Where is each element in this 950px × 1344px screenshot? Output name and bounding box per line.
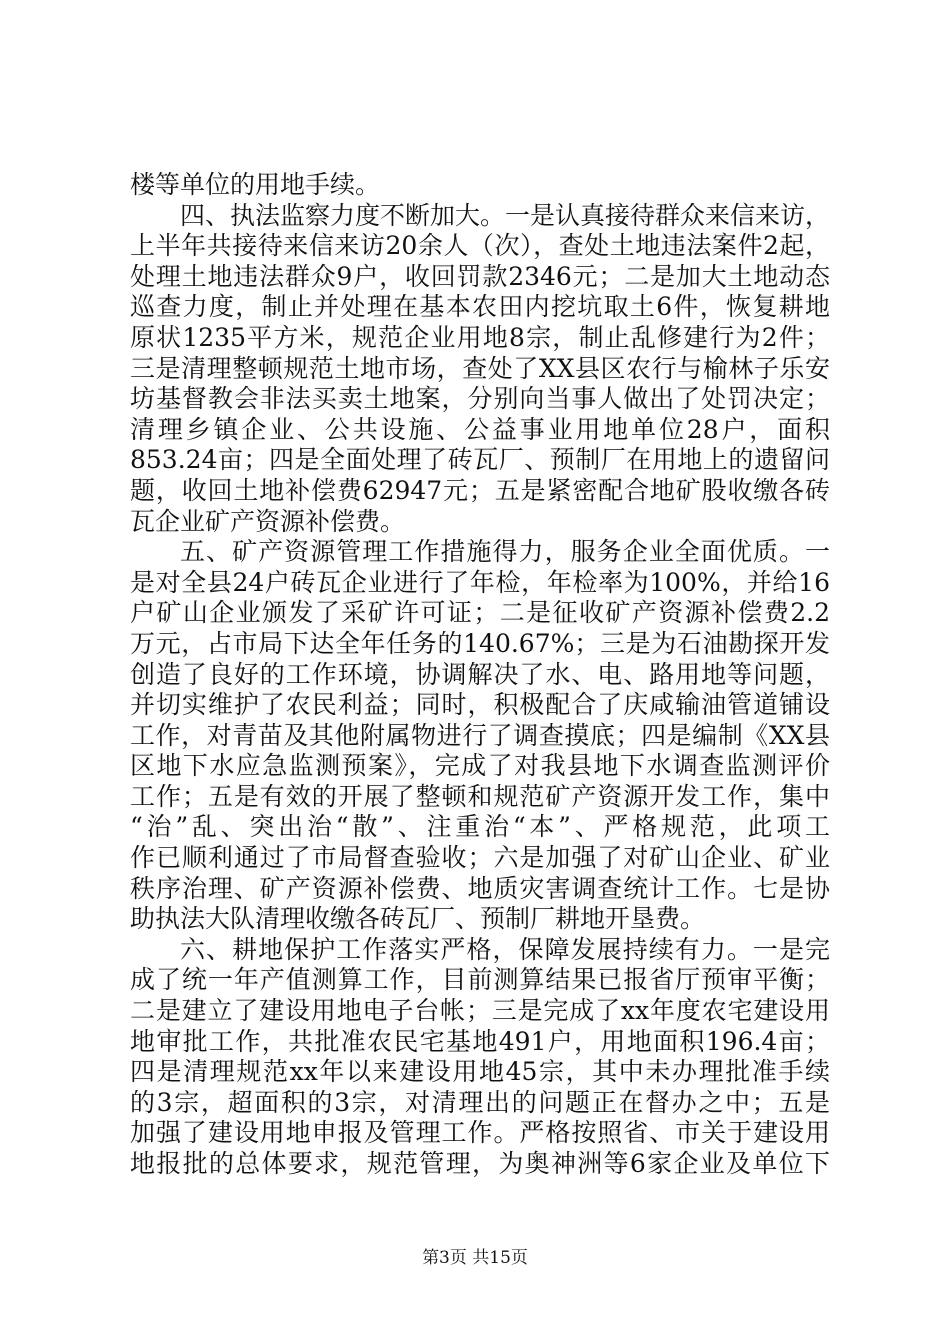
text-line: 853.24亩；四是全面处理了砖瓦厂、预制厂在用地上的遗留问 bbox=[130, 445, 830, 475]
text-line: “治”乱、突出治“散”、注重治“本”、严格规范，此项工 bbox=[130, 812, 830, 842]
text-line: 地审批工作，共批准农民宅基地491户，用地面积196.4亩； bbox=[130, 1026, 830, 1056]
paragraph-start-line: 六、耕地保护工作落实严格，保障发展持续有力。一是完 bbox=[180, 934, 830, 964]
text-line: 万元，占市局下达全年任务的140.67%；三是为石油勘探开发 bbox=[130, 628, 830, 658]
text-line: 成了统一年产值测算工作，目前测算结果已报省厅预审平衡； bbox=[130, 965, 830, 995]
text-line: 工作；五是有效的开展了整顿和规范矿产资源开发工作，集中 bbox=[130, 781, 830, 811]
text-line: 题，收回土地补偿费62947元；五是紧密配合地矿股收缴各砖 bbox=[130, 475, 830, 505]
text-line: 并切实维护了农民利益；同时，积极配合了庆咸输油管道铺设 bbox=[130, 690, 830, 720]
text-line: 助执法大队清理收缴各砖瓦厂、预制厂耕地开垦费。 bbox=[130, 904, 706, 934]
text-line: 四是清理规范xx年以来建设用地45宗，其中未办理批准手续 bbox=[130, 1057, 830, 1087]
text-line: 地报批的总体要求，规范管理，为奥神洲等6家企业及单位下 bbox=[130, 1149, 830, 1178]
page-number-footer: 第3页 共15页 bbox=[422, 1248, 528, 1268]
text-line: 上半年共接待来信来访20余人（次），查处土地违法案件2起， bbox=[130, 231, 830, 261]
text-line: 作已顺利通过了市局督查验收；六是加强了对矿山企业、矿业 bbox=[130, 843, 830, 873]
text-line: 巡查力度，制止并处理在基本农田内挖坑取土6件，恢复耕地 bbox=[130, 292, 830, 322]
text-line: 楼等单位的用地手续。 bbox=[130, 170, 381, 199]
text-line: 三是清理整顿规范土地市场，查处了XX县区农行与榆林子乐安 bbox=[130, 353, 830, 383]
text-line: 创造了良好的工作环境，协调解决了水、电、路用地等问题， bbox=[130, 659, 830, 689]
text-line: 户矿山企业颁发了采矿许可证；二是征收矿产资源补偿费2.2 bbox=[130, 598, 830, 628]
text-line: 原状1235平方米，规范企业用地8宗，制止乱修建行为2件； bbox=[130, 322, 830, 352]
body-text bbox=[130, 170, 830, 1180]
text-line: 工作，对青苗及其他附属物进行了调查摸底；四是编制《XX县 bbox=[130, 720, 830, 750]
text-line: 处理土地违法群众9户，收回罚款2346元；二是加大土地动态 bbox=[130, 261, 830, 291]
paragraph-start-line: 五、矿产资源管理工作措施得力，服务企业全面优质。一 bbox=[180, 537, 830, 567]
text-line: 瓦企业矿产资源补偿费。 bbox=[130, 506, 406, 536]
text-line: 坊基督教会非法买卖土地案，分别向当事人做出了处罚决定； bbox=[130, 384, 830, 414]
text-line: 二是建立了建设用地电子台帐；三是完成了xx年度农宅建设用 bbox=[130, 996, 830, 1026]
text-line: 区地下水应急监测预案》，完成了对我县地下水调查监测评价 bbox=[130, 751, 830, 781]
text-line: 秩序治理、矿产资源补偿费、地质灾害调查统计工作。七是协 bbox=[130, 873, 830, 903]
text-line: 是对全县24户砖瓦企业进行了年检，年检率为100%，并给16 bbox=[130, 567, 830, 597]
text-line: 清理乡镇企业、公共设施、公益事业用地单位28户，面积 bbox=[130, 414, 830, 444]
paragraph-start-line: 四、执法监察力度不断加大。一是认真接待群众来信来访， bbox=[180, 200, 831, 230]
text-line: 加强了建设用地申报及管理工作。严格按照省、市关于建设用 bbox=[130, 1118, 830, 1148]
text-line: 的3宗，超面积的3宗，对清理出的问题正在督办之中；五是 bbox=[130, 1087, 830, 1117]
